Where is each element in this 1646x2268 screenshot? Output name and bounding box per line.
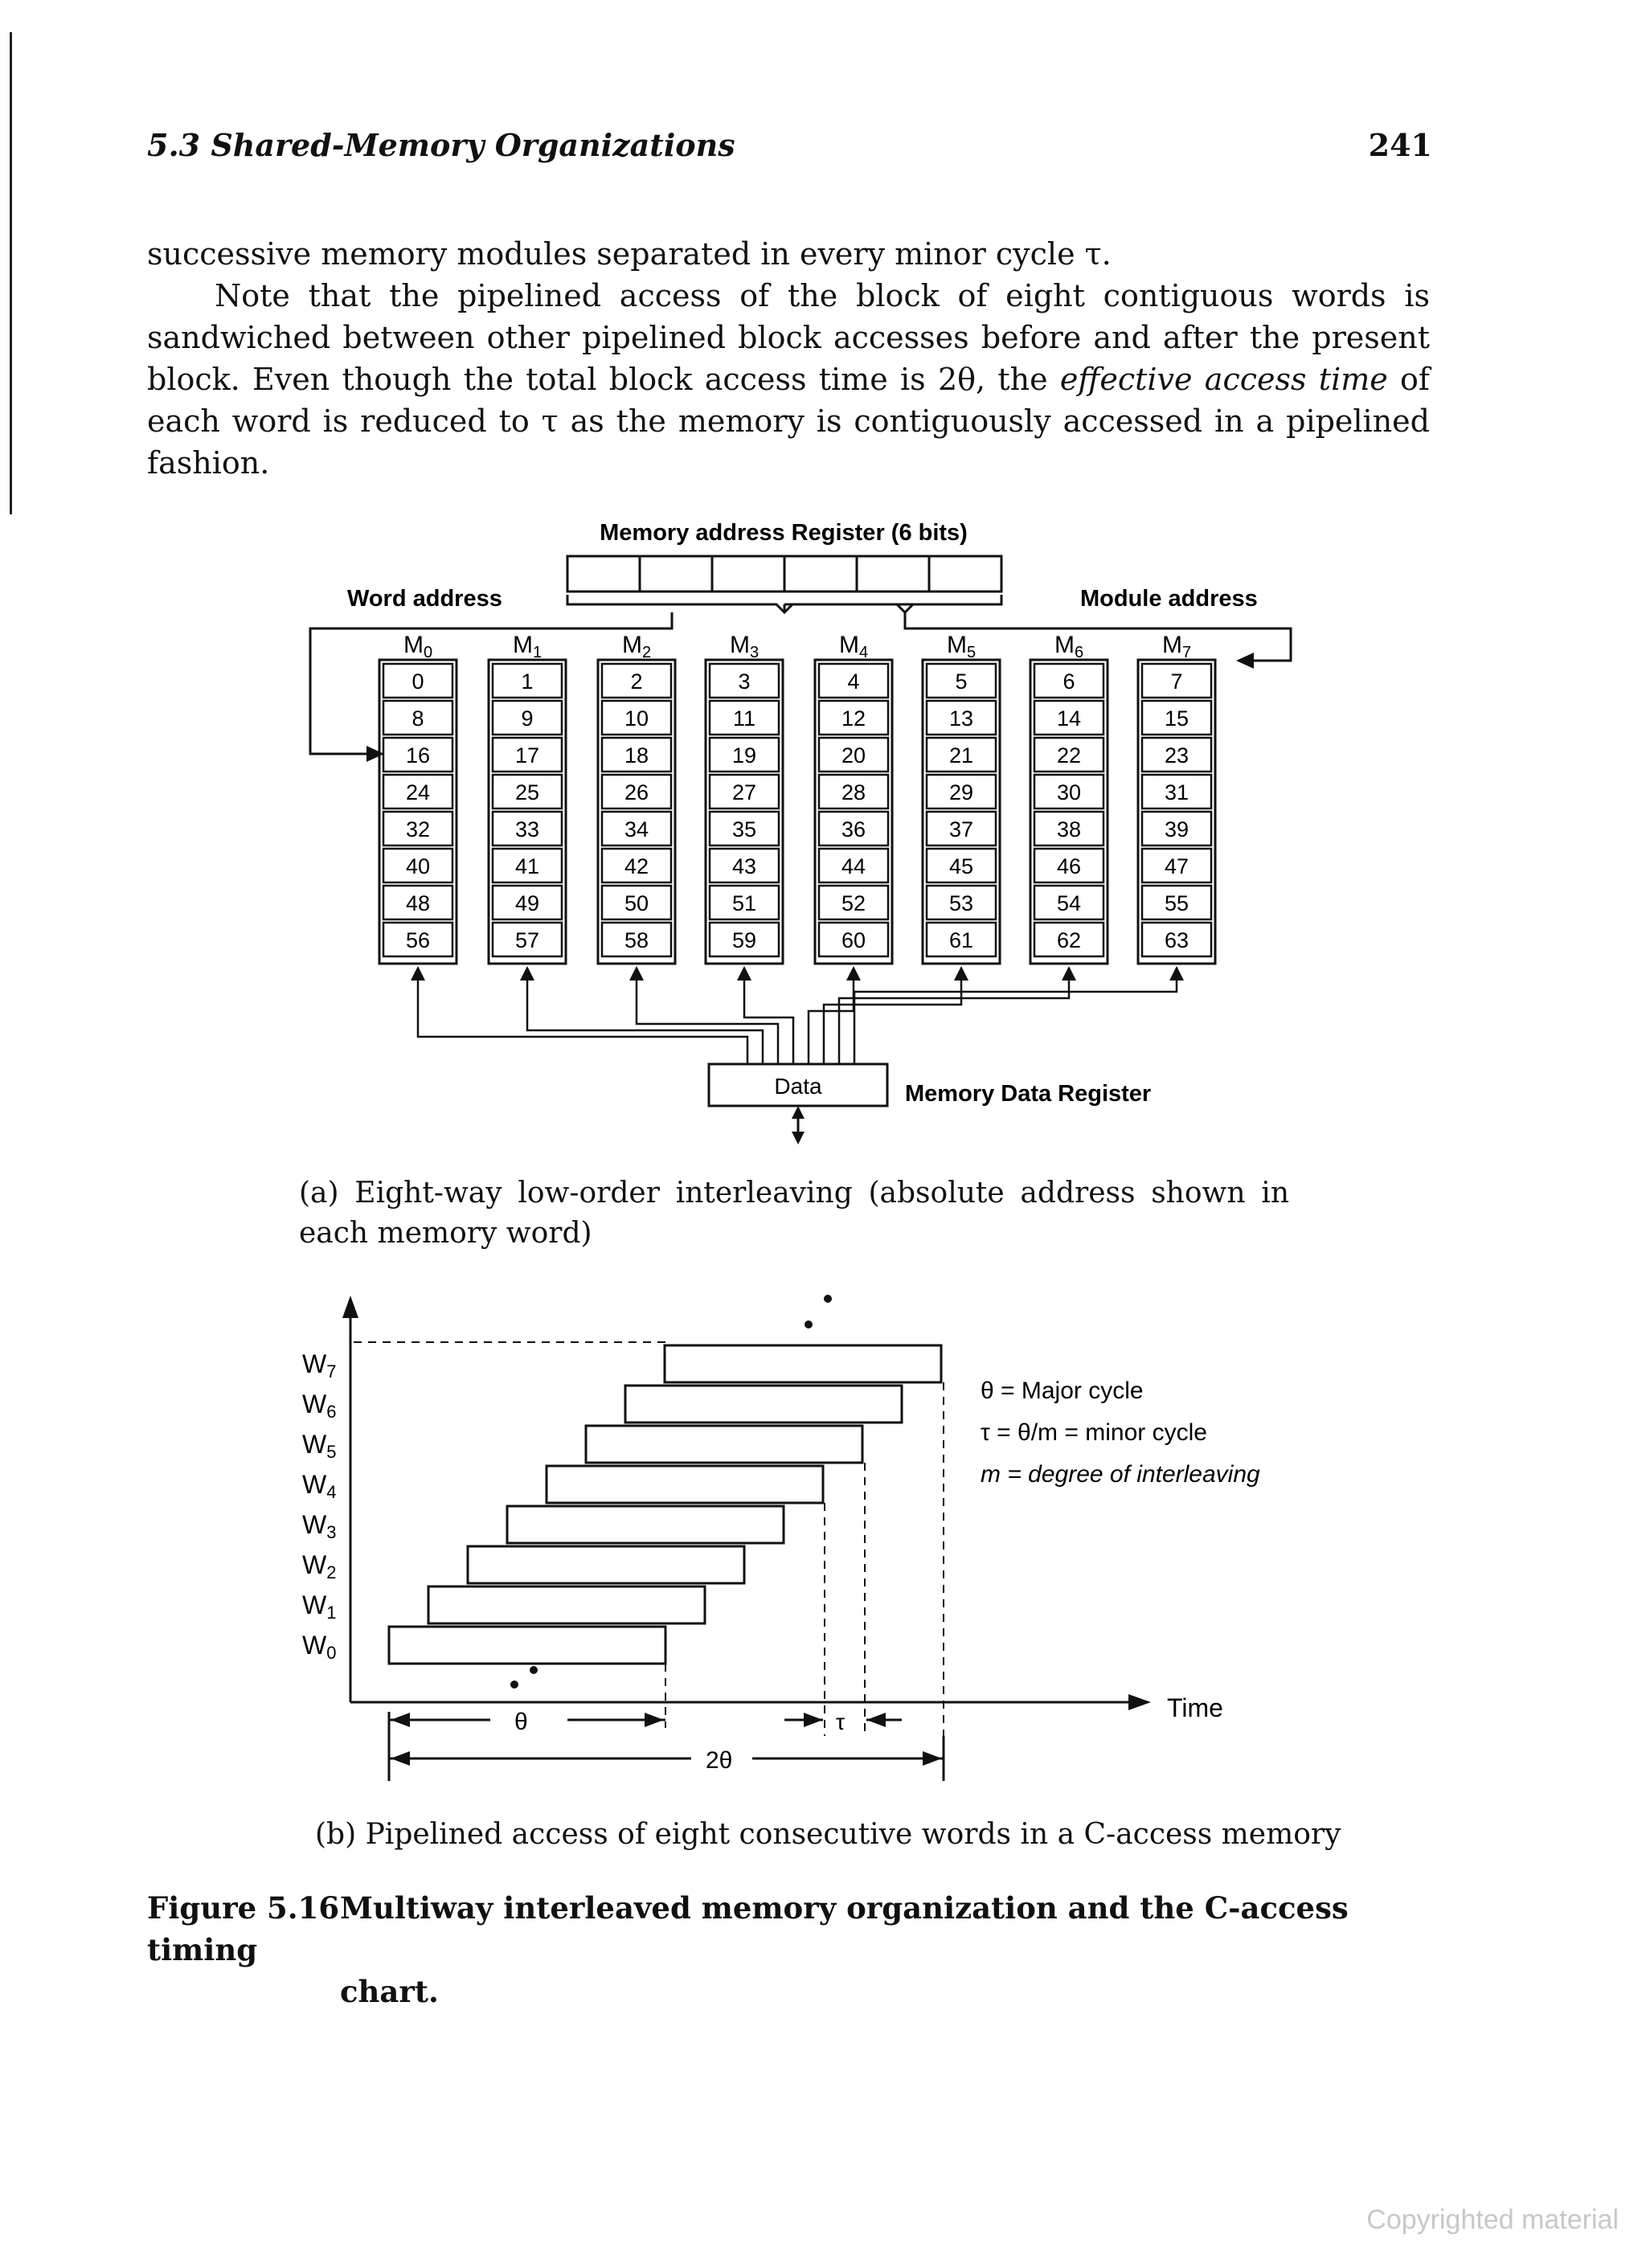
legend-major-cycle: θ = Major cycle xyxy=(981,1378,1144,1404)
figure-caption-text: Multiway interleaved memory organization and the C-access timing xyxy=(147,1890,1349,1967)
module-address-label: Module address xyxy=(1080,586,1258,612)
memory-word-address: 52 xyxy=(841,891,866,915)
word-label: W6 xyxy=(302,1390,337,1422)
continuation-dot xyxy=(530,1666,538,1674)
word-label: W0 xyxy=(302,1631,337,1663)
memory-word-address: 24 xyxy=(405,780,431,804)
memory-word-address: 0 xyxy=(412,669,424,694)
memory-word-address: 55 xyxy=(1164,891,1189,915)
memory-word-address: 60 xyxy=(841,928,866,952)
memory-word-address: 23 xyxy=(1164,743,1189,768)
memory-word-address: 63 xyxy=(1164,928,1189,952)
memory-word-address: 2 xyxy=(630,669,643,694)
para2-text-a: Note that the pipelined access of the block of eight contiguous words is sandwiched between other pipelined block accesses before and after the present block. Even though the total block access time is 2θ, the xyxy=(147,278,1430,397)
page-number: 241 xyxy=(1368,127,1432,163)
memory-word-address: 6 xyxy=(1063,669,1075,694)
memory-word-address: 12 xyxy=(841,706,866,731)
memory-word-address: 17 xyxy=(514,743,540,768)
memory-word-address: 10 xyxy=(624,706,649,731)
legend-minor-cycle: τ = θ/m = minor cycle xyxy=(981,1419,1207,1446)
memory-word-address: 41 xyxy=(514,854,540,878)
word-label: W2 xyxy=(302,1550,337,1582)
memory-word-address: 43 xyxy=(731,854,757,878)
memory-word-address: 33 xyxy=(514,817,540,841)
continuation-dot xyxy=(824,1295,832,1303)
word-label: W5 xyxy=(302,1430,337,1462)
memory-word-address: 45 xyxy=(948,854,974,878)
memory-word-address: 29 xyxy=(948,780,974,804)
module-label: $M_4$ xyxy=(838,632,869,661)
memory-word-address: 47 xyxy=(1164,854,1189,878)
word-access-bar xyxy=(389,1627,665,1664)
word-access-bar xyxy=(468,1546,744,1583)
memory-word-address: 28 xyxy=(841,780,866,804)
memory-word-address: 3 xyxy=(738,669,751,694)
memory-word-address: 26 xyxy=(624,780,649,804)
figure-caption-line-2: chart. xyxy=(340,1974,439,2009)
memory-word-address: 39 xyxy=(1164,817,1189,841)
memory-word-address: 13 xyxy=(948,706,974,731)
memory-word-address: 57 xyxy=(514,928,540,952)
memory-word-address: 16 xyxy=(405,743,431,768)
memory-word-address: 7 xyxy=(1170,669,1183,694)
memory-word-address: 11 xyxy=(732,706,756,731)
memory-word-address: 15 xyxy=(1164,706,1189,731)
memory-word-address: 36 xyxy=(841,817,866,841)
memory-word-address: 32 xyxy=(405,817,431,841)
memory-word-address: 30 xyxy=(1056,780,1082,804)
figure-label: Figure 5.16 xyxy=(147,1890,340,1926)
memory-word-address: 35 xyxy=(731,817,757,841)
module-label: $M_1$ xyxy=(512,632,543,661)
figure-caption xyxy=(147,1887,1433,2012)
memory-word-address: 9 xyxy=(521,706,534,731)
continuation-dot xyxy=(805,1320,813,1328)
memory-word-address: 42 xyxy=(624,854,649,878)
memory-word-address: 50 xyxy=(624,891,649,915)
word-label: W3 xyxy=(302,1510,337,1542)
memory-word-address: 19 xyxy=(731,743,757,768)
memory-word-address: 51 xyxy=(731,891,757,915)
memory-word-address: 1 xyxy=(521,669,534,694)
word-label: W7 xyxy=(302,1349,337,1382)
memory-word-address: 49 xyxy=(514,891,540,915)
para2-text-b: of each word is reduced to τ as the memory is contiguously accessed in a pipelined fashion. xyxy=(147,362,1430,481)
memory-word-address: 27 xyxy=(731,780,757,804)
running-title: 5.3 Shared-Memory Organizations xyxy=(147,127,735,163)
word-label: W1 xyxy=(302,1590,337,1623)
memory-word-address: 37 xyxy=(948,817,974,841)
memory-word-address: 56 xyxy=(405,928,431,952)
module-label: $M_5$ xyxy=(946,632,977,661)
mdr-label: Memory Data Register xyxy=(905,1081,1152,1107)
word-address-label: Word address xyxy=(347,586,502,612)
memory-word-address: 54 xyxy=(1056,891,1082,915)
memory-word-address: 59 xyxy=(731,928,757,952)
memory-word-address: 25 xyxy=(514,780,540,804)
word-label: W4 xyxy=(302,1470,337,1502)
memory-word-address: 21 xyxy=(948,743,974,768)
word-access-bar xyxy=(547,1466,823,1503)
word-access-bar xyxy=(625,1386,902,1423)
word-access-bar xyxy=(428,1586,705,1623)
memory-word-address: 53 xyxy=(948,891,974,915)
theta-label: θ xyxy=(514,1709,528,1735)
memory-word-address: 61 xyxy=(948,928,974,952)
memory-word-address: 20 xyxy=(841,743,866,768)
data-label: Data xyxy=(774,1074,822,1099)
memory-word-address: 22 xyxy=(1056,743,1082,768)
memory-word-address: 62 xyxy=(1056,928,1082,952)
figure-caption-line-1 xyxy=(147,1887,1433,1971)
memory-word-address: 14 xyxy=(1056,706,1082,731)
module-label: $M_7$ xyxy=(1161,632,1192,661)
module-label: $M_3$ xyxy=(729,632,760,661)
memory-word-address: 44 xyxy=(841,854,866,878)
tau-label: τ xyxy=(836,1709,846,1734)
two-theta-label: 2θ xyxy=(706,1747,733,1774)
memory-word-address: 48 xyxy=(405,891,431,915)
mar-label: Memory address Register (6 bits) xyxy=(600,520,968,546)
caption-b: (b) Pipelined access of eight consecutive words in a C-access memory xyxy=(315,1818,1341,1851)
memory-word-address: 34 xyxy=(624,817,649,841)
copyright-watermark: Copyrighted material xyxy=(1366,2205,1619,2235)
memory-word-address: 38 xyxy=(1056,817,1082,841)
module-label: $M_2$ xyxy=(621,632,652,661)
memory-word-address: 31 xyxy=(1164,780,1189,804)
body-line-1: successive memory modules separated in every minor cycle τ. xyxy=(147,236,1112,272)
memory-word-address: 18 xyxy=(624,743,649,768)
word-access-bar xyxy=(665,1345,941,1382)
memory-word-address: 4 xyxy=(847,669,860,694)
memory-word-address: 40 xyxy=(405,854,431,878)
memory-word-address: 58 xyxy=(624,928,649,952)
caption-a: (a) Eight-way low-order interleaving (absolute address shown in each memory word) xyxy=(299,1177,1289,1250)
para2-emphasis: effective access time xyxy=(1059,362,1388,397)
word-access-bar xyxy=(586,1426,862,1463)
memory-word-address: 46 xyxy=(1056,854,1082,878)
memory-word-address: 8 xyxy=(412,706,424,731)
legend-degree: m = degree of interleaving xyxy=(981,1461,1260,1488)
module-label: $M_0$ xyxy=(403,632,433,661)
time-label: Time xyxy=(1167,1693,1223,1722)
module-label: $M_6$ xyxy=(1054,632,1084,661)
continuation-dot xyxy=(510,1681,518,1689)
memory-word-address: 5 xyxy=(955,669,968,694)
word-access-bar xyxy=(507,1506,784,1543)
